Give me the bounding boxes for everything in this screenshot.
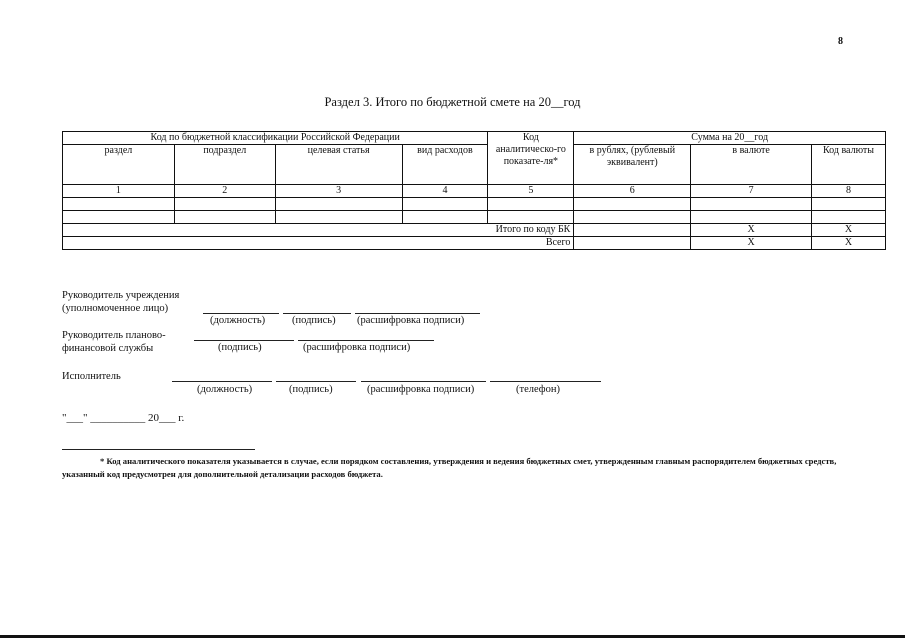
column-number: 1 xyxy=(63,185,175,198)
footnote: * Код аналитического показателя указывается в случае, если порядком составления, утверждения и ведения бюджетных смет, утвержденным главным распорядителем бюджетных средств, указанный код предусмотрен для дополнительной детализации расходов бюджета. xyxy=(62,456,837,479)
table-cell[interactable] xyxy=(63,198,175,211)
header-bk-code: Код по бюджетной классификации Российской Федерации xyxy=(63,132,488,145)
head-label-line1: Руководитель учреждения xyxy=(62,290,180,301)
table-cell[interactable] xyxy=(488,211,574,224)
column-number: 7 xyxy=(691,185,812,198)
head-label-line2: (уполномоченное лицо) xyxy=(62,303,169,314)
finance-decoding-line[interactable] xyxy=(298,340,434,341)
caption-decoding: (расшифровка подписи) xyxy=(367,384,475,395)
header-sum: Сумма на 20__год xyxy=(574,132,886,145)
column-number: 3 xyxy=(275,185,402,198)
header-target-article: целевая статья xyxy=(275,145,402,185)
header-currency-code: Код валюты xyxy=(812,145,886,185)
x-mark: X xyxy=(812,237,886,250)
head-position-line[interactable] xyxy=(203,313,279,314)
header-rubles: в рублях, (рублевый эквивалент) xyxy=(574,145,691,185)
caption-decoding: (расшифровка подписи) xyxy=(357,315,465,326)
caption-signature: (подпись) xyxy=(218,342,262,353)
head-of-institution-label xyxy=(62,289,179,315)
executor-label: Исполнитель xyxy=(62,371,121,382)
table-header-row xyxy=(63,145,886,185)
x-mark: X xyxy=(691,224,812,237)
header-razdel: раздел xyxy=(63,145,175,185)
table-cell[interactable] xyxy=(574,198,691,211)
executor-phone-line[interactable] xyxy=(490,381,601,382)
table-row xyxy=(63,198,886,211)
column-number: 2 xyxy=(174,185,275,198)
head-decoding-line[interactable] xyxy=(355,313,480,314)
table-cell[interactable] xyxy=(275,198,402,211)
finance-head-label xyxy=(62,329,166,355)
caption-position: (должность) xyxy=(210,315,266,326)
column-number: 8 xyxy=(812,185,886,198)
section-title: Раздел 3. Итого по бюджетной смете на 20__год xyxy=(324,95,581,109)
executor-decoding-line[interactable] xyxy=(361,381,486,382)
table-cell[interactable] xyxy=(812,198,886,211)
head-signature-line[interactable] xyxy=(283,313,351,314)
footnote-separator xyxy=(62,449,255,450)
table-cell[interactable] xyxy=(574,211,691,224)
table-cell[interactable] xyxy=(402,211,488,224)
caption-position: (должность) xyxy=(197,384,253,395)
finance-label-line2: финансовой службы xyxy=(62,343,154,354)
column-number: 6 xyxy=(574,185,691,198)
caption-decoding: (расшифровка подписи) xyxy=(303,342,411,353)
executor-position-line[interactable] xyxy=(172,381,272,382)
budget-table xyxy=(62,131,886,250)
header-analytic-code: Код аналитическо-го показате-ля* xyxy=(488,132,574,185)
table-cell[interactable] xyxy=(174,211,275,224)
total-row xyxy=(63,237,886,250)
table-cell[interactable] xyxy=(574,224,691,237)
header-expense-type: вид расходов xyxy=(402,145,488,185)
bottom-border xyxy=(0,635,905,638)
total-label: Всего xyxy=(63,237,574,250)
table-cell[interactable] xyxy=(812,211,886,224)
column-number: 5 xyxy=(488,185,574,198)
x-mark: X xyxy=(812,224,886,237)
column-number-row xyxy=(63,185,886,198)
date-line[interactable]: "___" __________ 20___ г. xyxy=(62,412,185,424)
table-header-group-row xyxy=(63,132,886,145)
table-cell[interactable] xyxy=(488,198,574,211)
column-number: 4 xyxy=(402,185,488,198)
table-cell[interactable] xyxy=(174,198,275,211)
total-bk-row xyxy=(63,224,886,237)
finance-label-line1: Руководитель планово- xyxy=(62,330,166,341)
table-cell[interactable] xyxy=(691,198,812,211)
executor-signature-line[interactable] xyxy=(276,381,356,382)
finance-signature-line[interactable] xyxy=(194,340,294,341)
table-cell[interactable] xyxy=(691,211,812,224)
caption-phone: (телефон) xyxy=(516,384,560,395)
table-row xyxy=(63,211,886,224)
caption-signature: (подпись) xyxy=(292,315,336,326)
total-bk-label: Итого по коду БК xyxy=(63,224,574,237)
header-currency: в валюте xyxy=(691,145,812,185)
page-number: 8 xyxy=(838,36,843,47)
table-cell[interactable] xyxy=(63,211,175,224)
header-podrazdel: подраздел xyxy=(174,145,275,185)
table-cell[interactable] xyxy=(275,211,402,224)
x-mark: X xyxy=(691,237,812,250)
caption-signature: (подпись) xyxy=(289,384,333,395)
table-cell[interactable] xyxy=(402,198,488,211)
table-cell[interactable] xyxy=(574,237,691,250)
